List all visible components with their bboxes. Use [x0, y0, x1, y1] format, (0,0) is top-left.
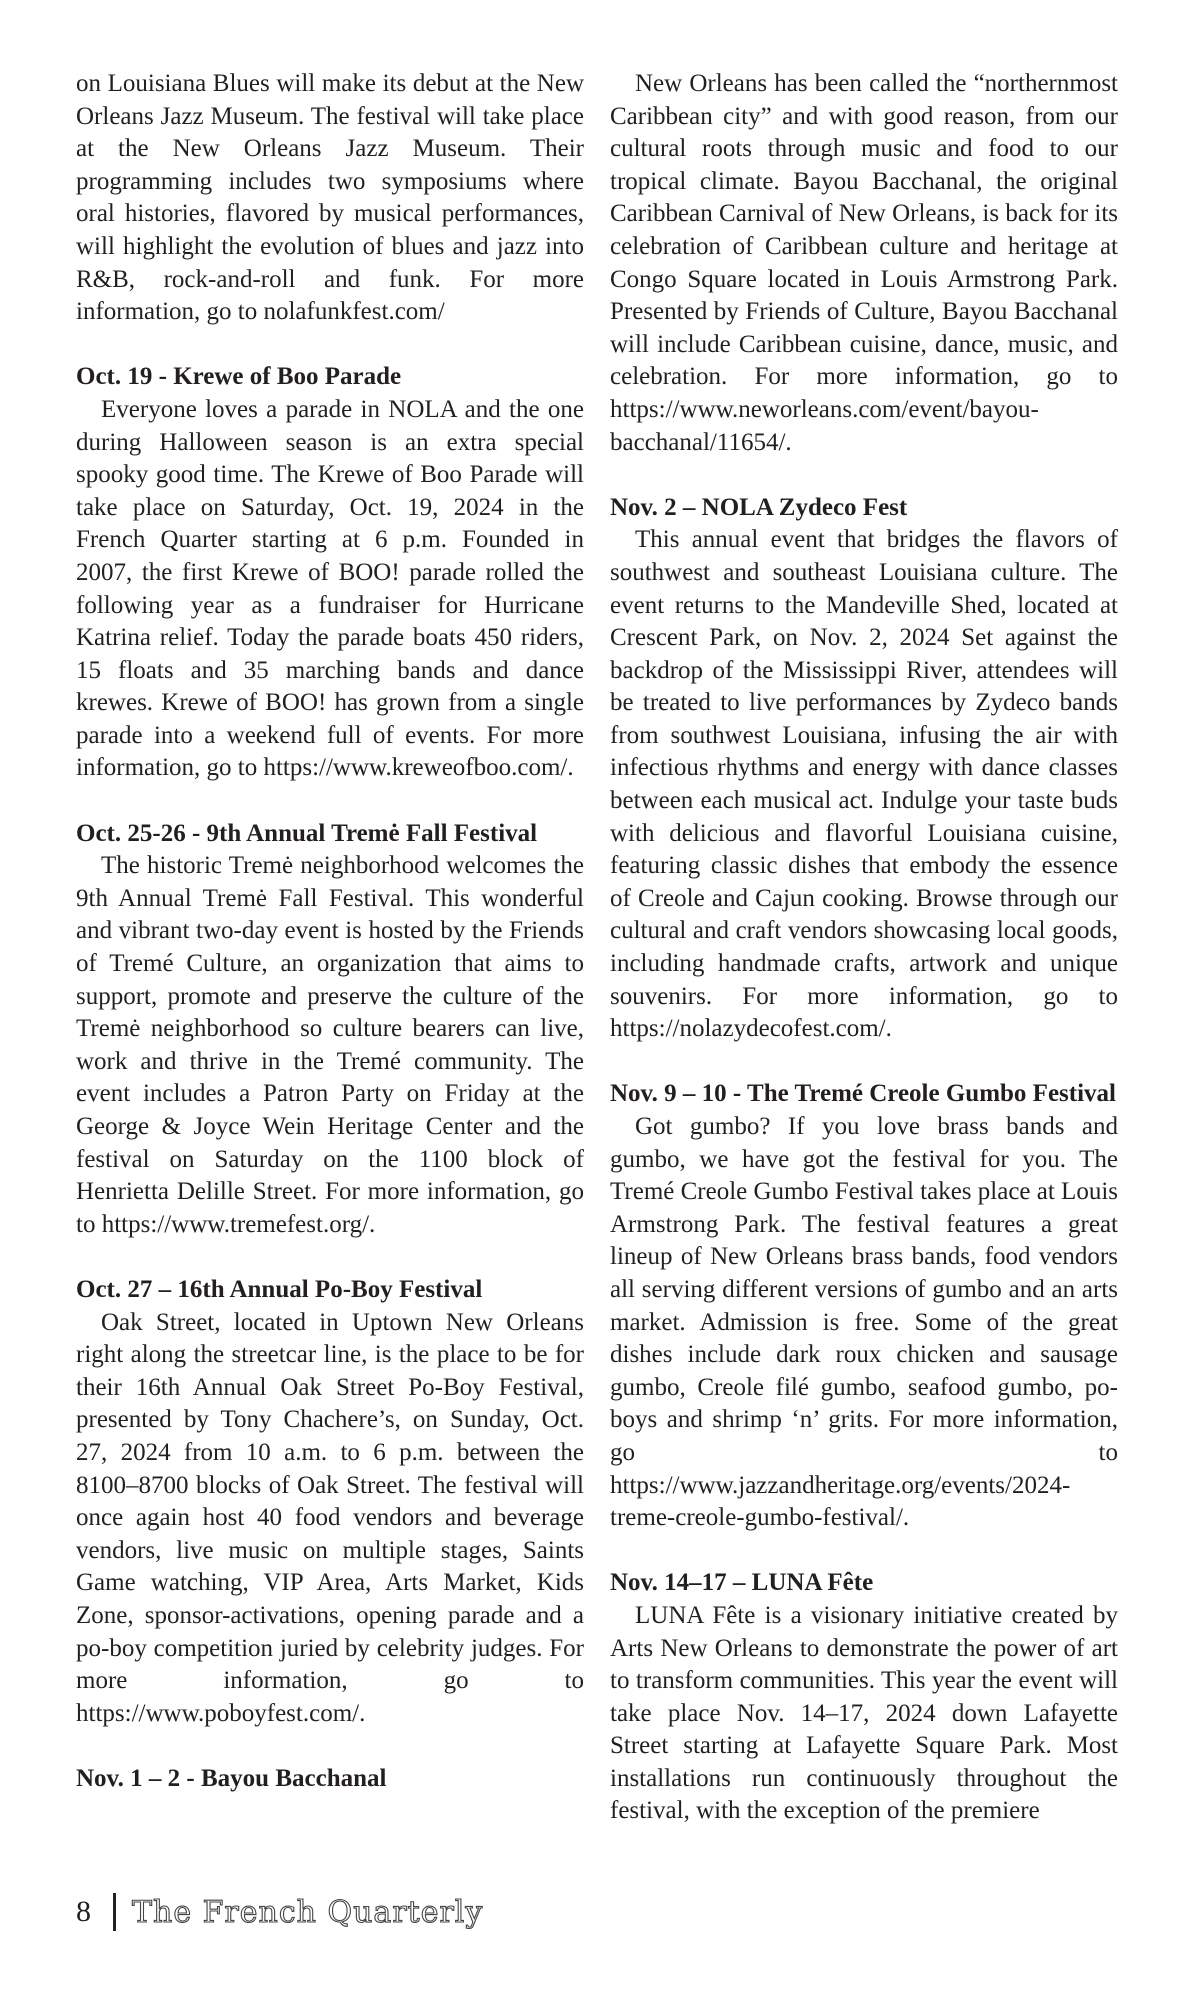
page-number: 8	[76, 1895, 91, 1928]
event-body-krewe-of-boo: Everyone loves a parade in NOLA and the one during Halloween season is an extra special spooky good time. The Krewe of Boo Parade will take place on Saturday, Oct. 19, 2024 in the French Quarter starting at 6 p.m. Founded in 2007, the first Krewe of BOO! parade rolled the following year as a fundraiser for Hurricane Katrina relief. Today the parade boats 450 riders, 15 floats and 35 marching bands and dance krewes. Krewe of BOO! has grown from a single parade into a weekend full of events. For more information, go to https://www.kreweofboo.com/.	[76, 395, 584, 782]
event-heading-treme-fall-festival: Oct. 25-26 - 9th Annual Tremė Fall Festival	[76, 819, 538, 847]
page-footer	[76, 1892, 483, 1932]
event-heading-krewe-of-boo: Oct. 19 - Krewe of Boo Parade	[76, 363, 402, 391]
event-heading-nola-zydeco-fest: Nov. 2 – NOLA Zydeco Fest	[610, 493, 908, 521]
event-heading-bayou-bacchanal: Nov. 1 – 2 - Bayou Bacchanal	[76, 1764, 387, 1792]
event-heading-luna-fete: Nov. 14–17 – LUNA Fête	[610, 1569, 874, 1597]
event-heading-treme-creole-gumbo: Nov. 9 – 10 - The Tremé Creole Gumbo Festival	[610, 1080, 1116, 1108]
publication-name: The French Quarterly	[132, 1894, 484, 1930]
right-column	[610, 68, 1118, 1828]
event-heading-po-boy-festival: Oct. 27 – 16th Annual Po-Boy Festival	[76, 1275, 483, 1303]
event-body-treme-creole-gumbo: Got gumbo? If you love brass bands and gumbo, we have got the festival for you. The Tremé Creole Gumbo Festival takes place at Louis Armstrong Park. The festival features a great lineup of New Orleans brass bands, food vendors all serving different versions of gumbo and an arts market. Admission is free. Some of the great dishes include dark roux chicken and sausage gumbo, Creole filé gumbo, seafood gumbo, po-boys and shrimp ‘n’ grits. For more information, go to https://www.jazzandheritage.org/events/2024-treme-creole-gumbo-festival/.	[610, 1113, 1118, 1532]
left-column	[76, 68, 584, 1795]
event-body-luna-fete: LUNA Fête is a visionary initiative created by Arts New Orleans to demonstrate the power of art to transform communities. This year the event will take place Nov. 14–17, 2024 down Lafayette Street starting at Lafayette Square Park. Most installations run continuously throughout the festival, with the exception of the premiere	[610, 1601, 1118, 1825]
footer-divider	[113, 1893, 116, 1931]
event-body-po-boy-festival: Oak Street, located in Uptown New Orleans right along the streetcar line, is the place to be for their 16th Annual Oak Street Po-Boy Festival, presented by Tony Chachere’s, on Sunday, Oct. 27, 2024 from 10 a.m. to 6 p.m. between the 8100–8700 blocks of Oak Street. The festival will once again host 40 food vendors and beverage vendors, live music on multiple stages, Saints Game watching, VIP Area, Arts Market, Kids Zone, sponsor-activations, opening parade and a po-boy competition juried by celebrity judges. For more information, go to https://www.poboyfest.com/.	[76, 1308, 584, 1727]
event-body-bayou-bacchanal: New Orleans has been called the “northernmost Caribbean city” and with good reason, from our cultural roots through music and food to our tropical climate. Bayou Bacchanal, the original Caribbean Carnival of New Orleans, is back for its celebration of Caribbean culture and heritage at Congo Square located in Louis Armstrong Park. Presented by Friends of Culture, Bayou Bacchanal will include Caribbean cuisine, dance, music, and celebration. For more information, go to https://www.neworleans.com/event/bayou-bacchanal/11654/.	[610, 70, 1118, 456]
event-body-treme-fall-festival: The historic Tremė neighborhood welcomes the 9th Annual Tremė Fall Festival. This wonderful and vibrant two-day event is hosted by the Friends of Tremé Culture, an organization that aims to support, promote and preserve the culture of the Tremė neighborhood so culture bearers can live, work and thrive in the Tremé community. The event includes a Patron Party on Friday at the George & Joyce Wein Heritage Center and the festival on Saturday on the 1100 block of Henrietta Delille Street. For more information, go to https://www.tremefest.org/.	[76, 852, 584, 1238]
event-body-nola-zydeco-fest: This annual event that bridges the flavors of southwest and southeast Louisiana culture. The event returns to the Mandeville Shed, located at Crescent Park, on Nov. 2, 2024 Set against the backdrop of the Mississippi River, attendees will be treated to live performances by Zydeco bands from southwest Louisiana, infusing the air with infectious rhythms and energy with dance classes between each musical act. Indulge your taste buds with delicious and flavorful Louisiana cuisine, featuring classic dishes that embody the essence of Creole and Cajun cooking. Browse through our cultural and craft vendors showcasing local goods, including handmade crafts, artwork and unique souvenirs. For more information, go to https://nolazydecofest.com/.	[610, 526, 1118, 1043]
article-continuation: on Louisiana Blues will make its debut at the New Orleans Jazz Museum. The festival will take place at the New Orleans Jazz Museum. Their programming includes two symposiums where oral histories, flavored by musical performances, will highlight the evolution of blues and jazz into R&B, rock-and-roll and funk. For more information, go to nolafunkfest.com/	[76, 70, 584, 326]
